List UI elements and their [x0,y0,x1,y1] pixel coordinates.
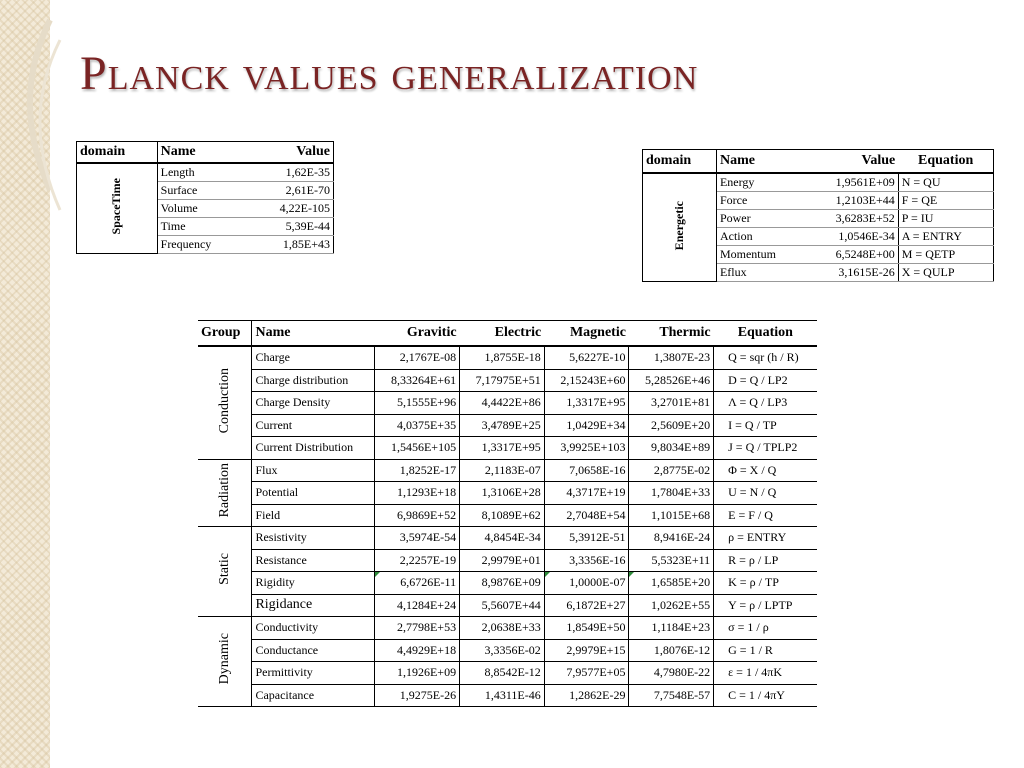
row-gravitic-value: 2,2257E-19 [375,549,460,572]
row-gravitic-value: 6,9869E+52 [375,504,460,527]
row-magnetic-value: 2,15243E+60 [544,369,629,392]
row-gravitic-value: 2,1767E-08 [375,346,460,369]
row-thermic-value: 5,5323E+11 [629,549,714,572]
row-thermic-value: 5,28526E+46 [629,369,714,392]
row-magnetic-value: 4,3717E+19 [544,482,629,505]
header-value: Value [805,150,898,174]
row-equation: Λ = Q / LP3 [714,392,817,415]
row-value: 2,61E-70 [246,182,334,200]
row-value: 3,1615E-26 [805,264,898,282]
row-name: Energy [716,173,805,192]
row-equation: C = 1 / 4πY [714,684,817,707]
row-thermic-value: 1,1184E+23 [629,617,714,640]
header-equation: Equation [714,321,817,347]
row-value: 4,22E-105 [246,200,334,218]
row-magnetic-value: 2,7048E+54 [544,504,629,527]
row-thermic-value: 1,3807E-23 [629,346,714,369]
row-value: 1,2103E+44 [805,192,898,210]
row-equation: G = 1 / R [714,639,817,662]
row-thermic-value: 1,6585E+20 [629,572,714,595]
slide-title: Planck values generalization [80,47,699,100]
row-thermic-value: 1,7804E+33 [629,482,714,505]
table-row [198,459,817,482]
header-equation: Equation [898,150,993,174]
row-electric-value: 1,4311E-46 [460,684,545,707]
row-equation: K = ρ / TP [714,572,817,595]
row-gravitic-value: 1,8252E-17 [375,459,460,482]
row-electric-value: 1,3317E+95 [460,437,545,460]
row-equation: Φ = X / Q [714,459,817,482]
row-equation: R = ρ / LP [714,549,817,572]
row-gravitic-value: 1,1293E+18 [375,482,460,505]
row-electric-value: 4,8454E-34 [460,527,545,550]
energetic-table [642,149,994,282]
header-magnetic: Magnetic [544,321,629,347]
row-name: Length [157,163,245,182]
table-row [198,527,817,550]
spacetime-table [76,141,334,254]
row-name: Conductivity [252,617,375,640]
row-name: Eflux [716,264,805,282]
row-gravitic-value: 4,4929E+18 [375,639,460,662]
row-name: Field [252,504,375,527]
row-thermic-value: 1,8076E-12 [629,639,714,662]
row-equation: U = N / Q [714,482,817,505]
table-row [198,437,817,460]
row-magnetic-value: 2,9979E+15 [544,639,629,662]
row-value: 6,5248E+00 [805,246,898,264]
row-gravitic-value: 1,9275E-26 [375,684,460,707]
row-name: Capacitance [252,684,375,707]
row-name: Rigidity [252,572,375,595]
row-equation: Q = sqr (h / R) [714,346,817,369]
table-row [198,346,817,369]
decorative-arcs [0,0,120,768]
row-magnetic-value: 7,0658E-16 [544,459,629,482]
row-value: 3,6283E+52 [805,210,898,228]
row-name: Power [716,210,805,228]
header-name: Name [716,150,805,174]
table-row [198,617,817,640]
group-label: Static [198,527,252,617]
row-equation: Y = ρ / LPTP [714,594,817,617]
header-domain: domain [77,142,158,164]
table-row [198,549,817,572]
table-row [198,414,817,437]
row-gravitic-value: 1,1926E+09 [375,662,460,685]
row-name: Conductance [252,639,375,662]
row-thermic-value: 9,8034E+89 [629,437,714,460]
row-equation: N = QU [898,173,993,192]
row-magnetic-value: 1,0000E-07 [544,572,629,595]
table-row [77,163,334,182]
header-name: Name [252,321,375,347]
group-table [198,320,817,707]
row-thermic-value: 7,7548E-57 [629,684,714,707]
row-value: 1,9561E+09 [805,173,898,192]
row-magnetic-value: 7,9577E+05 [544,662,629,685]
row-electric-value: 3,4789E+25 [460,414,545,437]
row-electric-value: 4,4422E+86 [460,392,545,415]
header-gravitic: Gravitic [375,321,460,347]
row-name: Potential [252,482,375,505]
table-row [198,572,817,595]
row-equation: I = Q / TP [714,414,817,437]
row-electric-value: 8,9876E+09 [460,572,545,595]
row-thermic-value: 2,8775E-02 [629,459,714,482]
row-name: Frequency [157,236,245,254]
row-name: Action [716,228,805,246]
row-name: Permittivity [252,662,375,685]
row-equation: A = ENTRY [898,228,993,246]
group-label: Radiation [198,459,252,527]
row-name: Volume [157,200,245,218]
row-name: Surface [157,182,245,200]
row-equation: P = IU [898,210,993,228]
row-name: Time [157,218,245,236]
header-value: Value [246,142,334,164]
row-equation: σ = 1 / ρ [714,617,817,640]
domain-label: Energetic [643,173,717,282]
row-equation: F = QE [898,192,993,210]
row-gravitic-value: 2,7798E+53 [375,617,460,640]
table-row [643,173,994,192]
row-name: Momentum [716,246,805,264]
row-electric-value: 2,1183E-07 [460,459,545,482]
row-equation: ρ = ENTRY [714,527,817,550]
row-gravitic-value: 6,6726E-11 [375,572,460,595]
row-electric-value: 8,8542E-12 [460,662,545,685]
row-name: Resistance [252,549,375,572]
row-electric-value: 2,0638E+33 [460,617,545,640]
group-label: Conduction [198,346,252,459]
row-electric-value: 8,1089E+62 [460,504,545,527]
row-name: Current [252,414,375,437]
row-thermic-value: 1,0262E+55 [629,594,714,617]
row-magnetic-value: 6,1872E+27 [544,594,629,617]
table-row [198,504,817,527]
table-row [198,482,817,505]
row-thermic-value: 2,5609E+20 [629,414,714,437]
row-magnetic-value: 5,3912E-51 [544,527,629,550]
domain-label: SpaceTime [77,163,158,254]
row-magnetic-value: 5,6227E-10 [544,346,629,369]
header-electric: Electric [460,321,545,347]
table-row [198,639,817,662]
table-row [198,594,817,617]
row-name: Charge distribution [252,369,375,392]
header-group: Group [198,321,252,347]
row-magnetic-value: 3,9925E+103 [544,437,629,460]
row-electric-value: 1,8755E-18 [460,346,545,369]
row-electric-value: 7,17975E+51 [460,369,545,392]
row-equation: ε = 1 / 4πK [714,662,817,685]
row-name: Resistivity [252,527,375,550]
row-gravitic-value: 4,1284E+24 [375,594,460,617]
header-domain: domain [643,150,717,174]
row-thermic-value: 8,9416E-24 [629,527,714,550]
header-thermic: Thermic [629,321,714,347]
table-row [198,662,817,685]
row-magnetic-value: 1,0429E+34 [544,414,629,437]
table-row [198,684,817,707]
row-thermic-value: 4,7980E-22 [629,662,714,685]
row-name: Current Distribution [252,437,375,460]
row-name: Charge Density [252,392,375,415]
group-label: Dynamic [198,617,252,707]
row-value: 1,85E+43 [246,236,334,254]
row-electric-value: 1,3106E+28 [460,482,545,505]
row-equation: E = F / Q [714,504,817,527]
row-equation: D = Q / LP2 [714,369,817,392]
row-equation: M = QETP [898,246,993,264]
row-thermic-value: 1,1015E+68 [629,504,714,527]
row-gravitic-value: 1,5456E+105 [375,437,460,460]
row-gravitic-value: 3,5974E-54 [375,527,460,550]
row-electric-value: 3,3356E-02 [460,639,545,662]
row-name: Flux [252,459,375,482]
row-name: Rigidance [252,594,375,617]
table-row [198,392,817,415]
row-value: 1,0546E-34 [805,228,898,246]
row-electric-value: 2,9979E+01 [460,549,545,572]
row-magnetic-value: 1,2862E-29 [544,684,629,707]
row-value: 5,39E-44 [246,218,334,236]
row-magnetic-value: 3,3356E-16 [544,549,629,572]
row-electric-value: 5,5607E+44 [460,594,545,617]
row-equation: J = Q / TPLP2 [714,437,817,460]
row-gravitic-value: 4,0375E+35 [375,414,460,437]
row-gravitic-value: 8,33264E+61 [375,369,460,392]
row-gravitic-value: 5,1555E+96 [375,392,460,415]
header-name: Name [157,142,245,164]
row-magnetic-value: 1,3317E+95 [544,392,629,415]
table-row [198,369,817,392]
row-thermic-value: 3,2701E+81 [629,392,714,415]
row-value: 1,62E-35 [246,163,334,182]
row-magnetic-value: 1,8549E+50 [544,617,629,640]
row-name: Charge [252,346,375,369]
row-equation: X = QULP [898,264,993,282]
row-name: Force [716,192,805,210]
